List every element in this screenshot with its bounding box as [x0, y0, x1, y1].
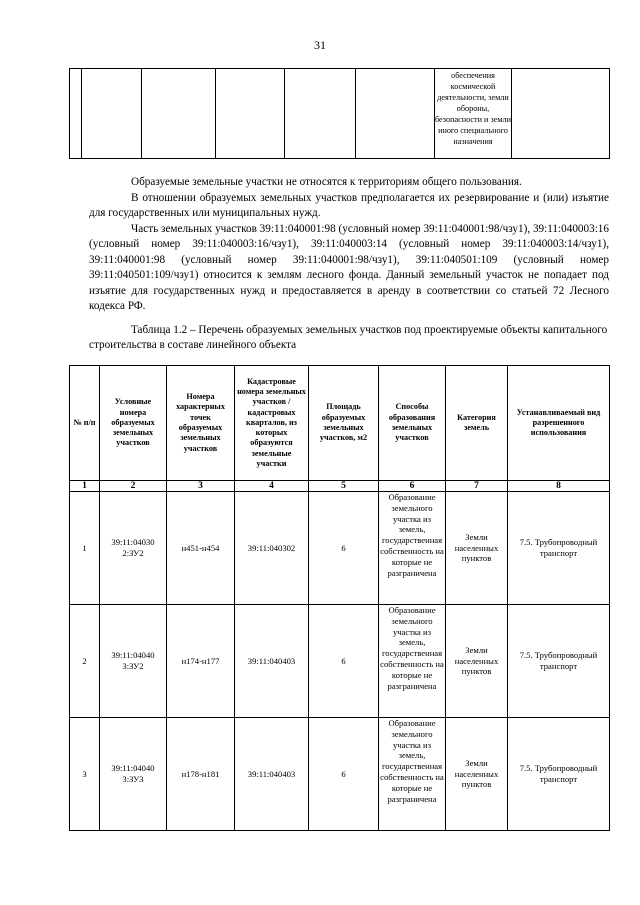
header-cell: № п/п [70, 366, 100, 481]
conditional-number: 39:11:04030 2:ЗУ2 [100, 492, 167, 605]
table-row [70, 492, 610, 605]
permitted-use: 7.5. Трубопроводный транспорт [508, 605, 610, 718]
land-category: Земли населенных пунктов [446, 492, 508, 605]
header-row [70, 366, 610, 481]
header-cell: Кадастровые номера земельных участков / кадастровых кварталов, из которых образуются земельные участки [235, 366, 309, 481]
permitted-use: 7.5. Трубопроводный транспорт [508, 718, 610, 831]
body-text [89, 175, 609, 315]
formation-method: Образование земельного участка из земель, государственная собственность на которые не разграничена [379, 718, 446, 831]
header-cell: Категория земель [446, 366, 508, 481]
column-number: 1 [70, 481, 100, 492]
cont-cell-1 [70, 69, 82, 159]
header-cell: Номера характерных точек образуемых земельных участков [167, 366, 235, 481]
cont-cell-5 [285, 69, 356, 159]
boundary-points: н174-н177 [167, 605, 235, 718]
column-number-row [70, 481, 610, 492]
column-number: 2 [100, 481, 167, 492]
conditional-number: 39:11:04040 3:ЗУ2 [100, 605, 167, 718]
cont-cell-2 [82, 69, 142, 159]
table-row [70, 718, 610, 831]
formation-method: Образование земельного участка из земель, государственная собственность на которые не разграничена [379, 492, 446, 605]
conditional-number: 39:11:04040 3:ЗУ3 [100, 718, 167, 831]
table-row [70, 605, 610, 718]
header-cell: Способы образования земельных участков [379, 366, 446, 481]
formation-method: Образование земельного участка из земель, государственная собственность на которые не разграничена [379, 605, 446, 718]
cadastral-number: 39:11:040403 [235, 718, 309, 831]
cadastral-number: 39:11:040403 [235, 605, 309, 718]
continuation-table [69, 68, 610, 159]
column-number: 4 [235, 481, 309, 492]
cont-cell-8 [512, 69, 610, 159]
column-number: 7 [446, 481, 508, 492]
land-category: Земли населенных пунктов [446, 718, 508, 831]
boundary-points: н178-н181 [167, 718, 235, 831]
cadastral-number: 39:11:040302 [235, 492, 309, 605]
header-cell: Площадь образуемых земельных участков, м2 [309, 366, 379, 481]
row-number: 2 [70, 605, 100, 718]
plot-area: 6 [309, 492, 379, 605]
plot-area: 6 [309, 718, 379, 831]
column-number: 5 [309, 481, 379, 492]
cont-cell-4 [216, 69, 285, 159]
column-number: 6 [379, 481, 446, 492]
table-caption: Таблица 1.2 – Перечень образуемых земельных участков под проектируемые объекты капитального строительства в составе линейного объекта [89, 324, 608, 351]
cont-cell-3 [142, 69, 216, 159]
paragraph: В отношении образуемых земельных участков предполагается их резервирование и (или) изъятие для государственных или муниципальных нужд. [89, 191, 609, 219]
cont-category-cell: обеспечения космической деятельности, земли обороны, безопасности и земли иного специального назначения [435, 69, 512, 159]
header-cell: Условные номера образуемых земельных участков [100, 366, 167, 481]
page-number: 31 [314, 38, 326, 52]
land-plots-table [69, 365, 610, 831]
row-number: 3 [70, 718, 100, 831]
boundary-points: н451-н454 [167, 492, 235, 605]
row-number: 1 [70, 492, 100, 605]
paragraph: Образуемые земельные участки не относятся к территориям общего пользования. [131, 176, 522, 188]
paragraph: Часть земельных участков 39:11:040001:98 (условный номер 39:11:040001:98/чзу1), 39:11:040003:16 (условный номер 39:11:040003:16/чзу1), 39:11:040003:14 (условный номер 39:11:040003:14/чзу1), 39:11:040001:98 (условный номер 39:11:040001:98/чзу1), 39:11:040501:109 (условный номер 39:11:040501:109/чзу1) относится к землям лесного фонда. Данный земельный участок не попадает под изъятие для государственных нужд и предоставляется в аренду в соответствии со статьей 72 Лесного кодекса РФ. [89, 222, 609, 312]
land-category: Земли населенных пунктов [446, 605, 508, 718]
permitted-use: 7.5. Трубопроводный транспорт [508, 492, 610, 605]
cont-cell-6 [356, 69, 435, 159]
column-number: 3 [167, 481, 235, 492]
plot-area: 6 [309, 605, 379, 718]
column-number: 8 [508, 481, 610, 492]
header-cell: Устанавливаемый вид разрешенного использования [508, 366, 610, 481]
